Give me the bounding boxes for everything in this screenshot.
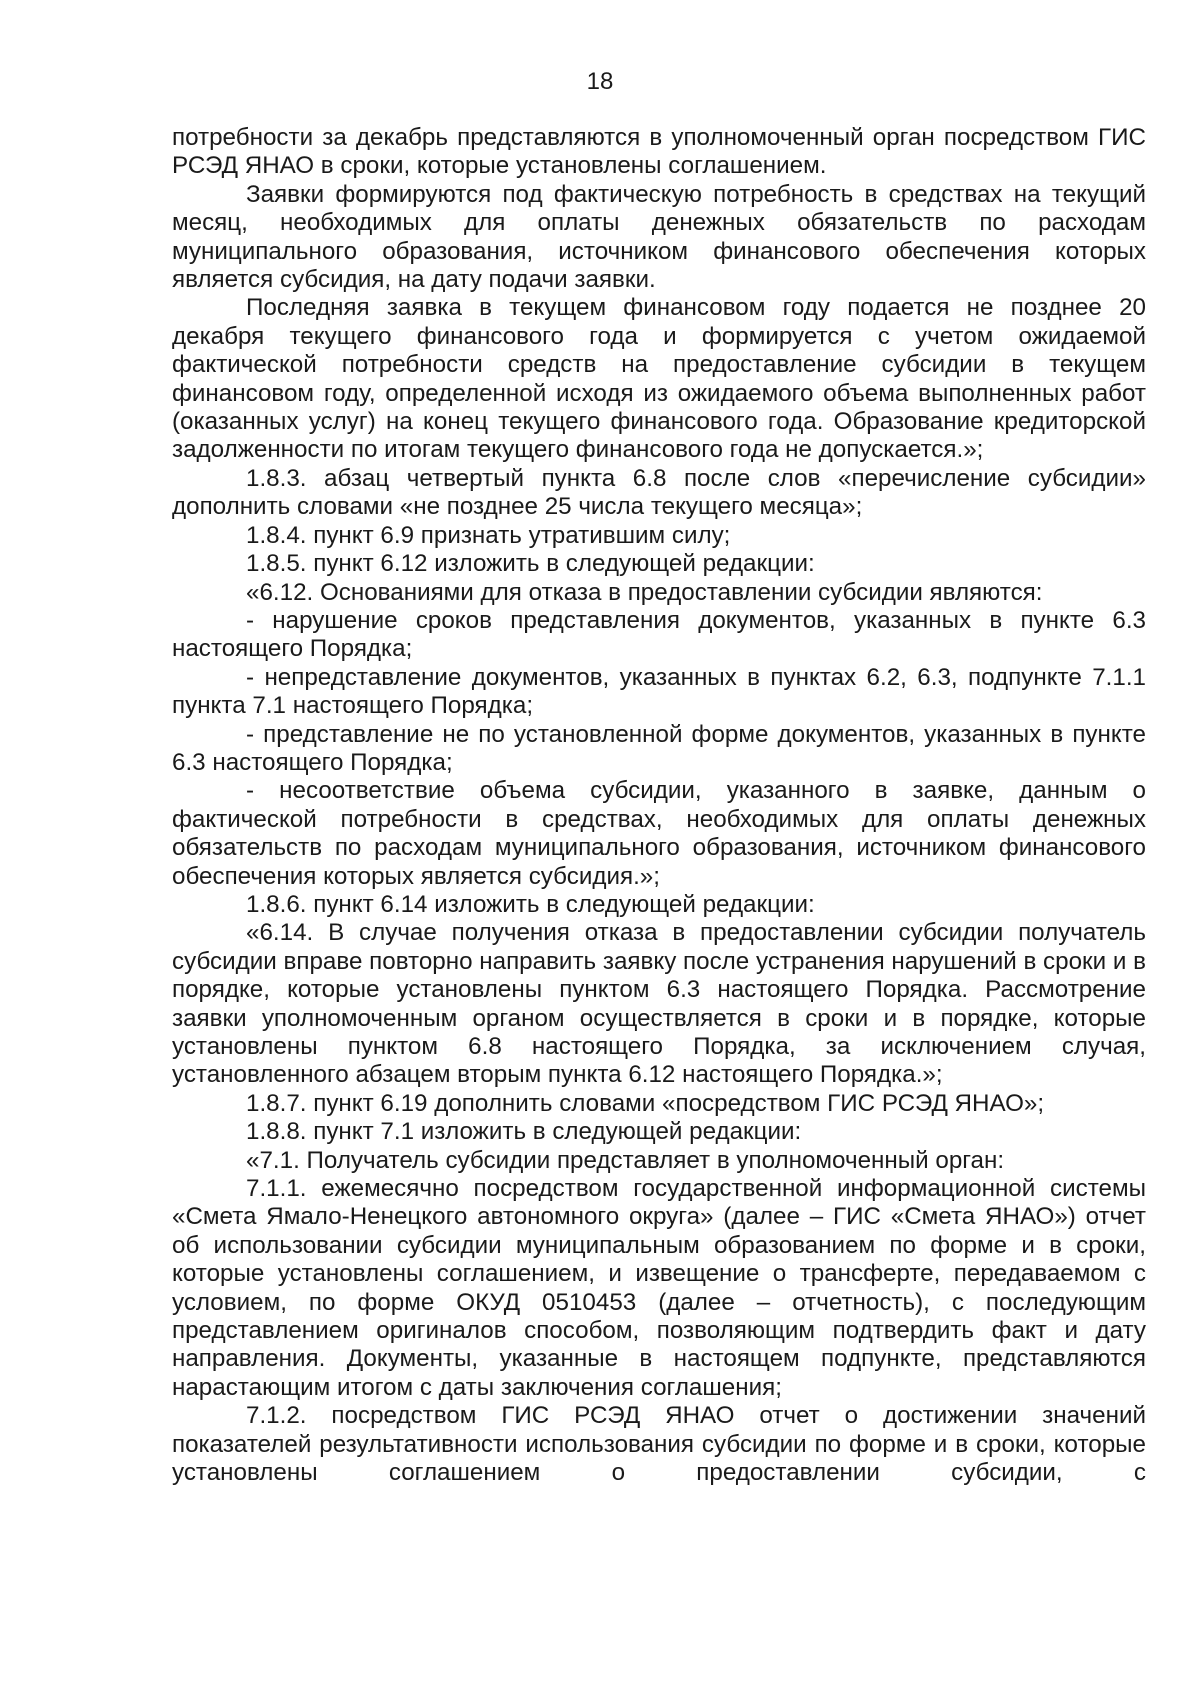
paragraph: «7.1. Получатель субсидии представляет в уполномоченный орган: [246, 1146, 1005, 1174]
paragraph: 1.8.5. пункт 6.12 изложить в следующей редакции: [246, 550, 815, 578]
page-number: 18 [586, 68, 614, 95]
paragraph: 1.8.3. абзац четвертый пункта 6.8 после слов «перечисление субсидии» дополнить словами «не позднее 25 числа текущего месяца»; [172, 464, 1146, 521]
paragraph: 7.1.2. посредством ГИС РСЭД ЯНАО отчет о достижении значений показателей результативности использования субсидии по форме и в сроки, которые установлены соглашением о предоставлении субсидии, с [172, 1402, 1146, 1487]
paragraph: «6.12. Основаниями для отказа в предоставлении субсидии являются: [246, 578, 1043, 606]
paragraph: 7.1.1. ежемесячно посредством государственной информационной системы «Смета Ямало-Ненецкого автономного округа» (далее – ГИС «Смета ЯНАО») отчет об использовании субсидии муниципальным образованием по форме и в сроки, которые установлены соглашением, и извещение о трансферте, передаваемом с условием, по форме ОКУД 0510453 (далее – отчетность), с последующим представлением оригиналов способом, позволяющим подтвердить факт и дату направления. Документы, указанные в настоящем подпункте, представляются нарастающим итогом с даты заключения соглашения; [172, 1175, 1146, 1401]
list-item: - представление не по установленной форме документов, указанных в пункте 6.3 настоящего Порядка; [172, 720, 1146, 776]
paragraph: 1.8.7. пункт 6.19 дополнить словами «посредством ГИС РСЭД ЯНАО»; [246, 1089, 1045, 1117]
paragraph: «6.14. В случае получения отказа в предоставлении субсидии получатель субсидии вправе повторно направить заявку после устранения нарушений в сроки и в порядке, которые установлены пунктом 6.3 настоящего Порядка. Рассмотрение заявки уполномоченным органом осуществляется в сроки и в порядке, которые установлены пунктом 6.8 настоящего Порядка, за исключением случая, установленного абзацем вторым пункта 6.12 настоящего Порядка.»; [172, 919, 1146, 1089]
list-item: - непредставление документов, указанных в пунктах 6.2, 6.3, подпункте 7.1.1 пункта 7.1 настоящего Порядка; [172, 663, 1146, 720]
paragraph-continuation: потребности за декабрь представляются в уполномоченный орган посредством ГИС РСЭД ЯНАО в сроки, которые установлены соглашением. [172, 124, 1146, 180]
list-item: - несоответствие объема субсидии, указанного в заявке, данным о фактической потребности в средствах, необходимых для оплаты денежных обязательств по расходам муниципального образования, источником финансового обеспечения которых является субсидия.»; [172, 777, 1146, 890]
paragraph: Последняя заявка в текущем финансовом году подается не позднее 20 декабря текущего финансового года и формируется с учетом ожидаемой фактической потребности средств на предоставление субсидии в текущем финансовом году, определенной исходя из ожидаемого объема выполненных работ (оказанных услуг) на конец текущего финансового года. Образование кредиторской задолженности по итогам текущего финансового года не допускается.»; [172, 294, 1146, 464]
paragraph: Заявки формируются под фактическую потребность в средствах на текущий месяц, необходимых для оплаты денежных обязательств по расходам муниципального образования, источником финансового обеспечения которых является субсидия, на дату подачи заявки. [172, 180, 1146, 294]
list-item: - нарушение сроков представления документов, указанных в пункте 6.3 настоящего Порядка; [172, 606, 1146, 663]
paragraph: 1.8.8. пункт 7.1 изложить в следующей редакции: [246, 1118, 802, 1146]
paragraph: 1.8.4. пункт 6.9 признать утратившим силу; [246, 521, 731, 549]
document-body [172, 124, 1146, 1488]
paragraph: 1.8.6. пункт 6.14 изложить в следующей редакции: [246, 890, 815, 918]
